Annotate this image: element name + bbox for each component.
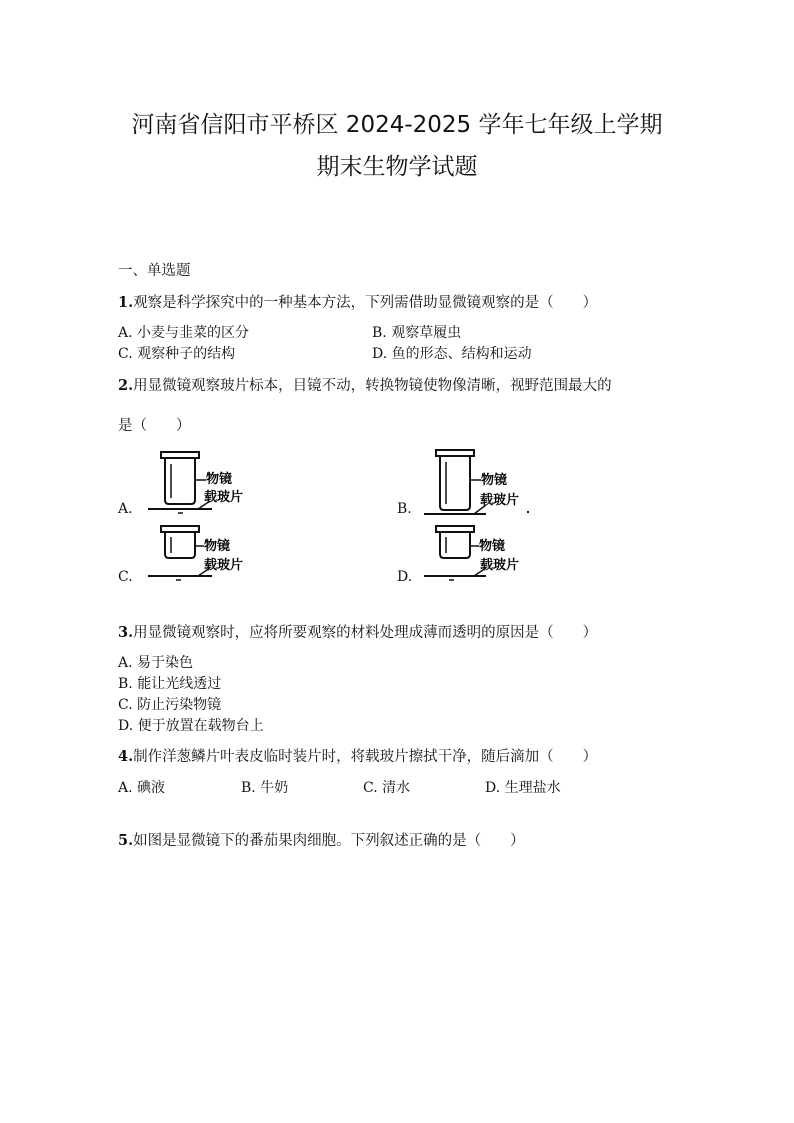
option-3a: A. 易于染色 (118, 655, 194, 671)
option-3d: D. 便于放置在载物台上 (118, 718, 264, 734)
option-4d: D. 生理盐水 (485, 780, 561, 796)
objective-diagram-c (140, 524, 260, 584)
option-2d: D. (397, 569, 413, 585)
question-text: 用显微镜观察玻片标本，目镜不动，转换物镜使物像清晰，视野范围最大的 (133, 378, 612, 394)
option-1a: A. 小麦与韭菜的区分 (118, 325, 250, 341)
question-text: 如图是显微镜下的番茄果肉细胞。下列叙述正确的是（ ） (133, 833, 525, 849)
option-3b: B. 能让光线透过 (118, 676, 222, 692)
question-2 (118, 374, 612, 395)
objective-diagram-d (418, 524, 538, 584)
slide-label: 载玻片 (204, 558, 244, 573)
option-2c: C. (118, 569, 133, 585)
question-text: 制作洋葱鳞片叶表皮临时装片时，将载玻片擦拭干净，随后滴加（ ） (133, 749, 598, 765)
objective-diagram-b (418, 448, 548, 520)
question-number: 1. (118, 294, 134, 311)
question-text: 观察是科学探究中的一种基本方法，下列需借助显微镜观察的是（ ） (133, 295, 598, 311)
option-4b: B. 牛奶 (241, 780, 289, 796)
option-3c: C. 防止污染物镜 (118, 697, 222, 713)
question-number: 5. (118, 832, 134, 849)
question-2-continued: 是（ ） (118, 418, 191, 434)
objective-label: 物镜 (481, 473, 508, 488)
objective-label: 物镜 (479, 539, 506, 554)
slide-label: 载玻片 (480, 493, 520, 508)
question-4 (118, 745, 597, 766)
question-1 (118, 291, 597, 312)
question-5 (118, 829, 525, 850)
option-4c: C. 清水 (363, 780, 411, 796)
question-number: 4. (118, 748, 134, 765)
option-2b: B. (397, 501, 412, 517)
objective-label: 物镜 (206, 472, 233, 487)
question-3 (118, 621, 597, 642)
objective-label: 物镜 (204, 539, 231, 554)
section-heading: 一、单选题 (118, 263, 191, 279)
question-number: 3. (118, 624, 134, 641)
slide-label: 载玻片 (480, 558, 520, 573)
objective-diagram-a (140, 450, 260, 520)
option-1d: D. 鱼的形态、结构和运动 (372, 346, 532, 362)
page-title-line1: 河南省信阳市平桥区 2024-2025 学年七年级上学期 (131, 112, 663, 138)
question-text: 用显微镜观察时，应将所要观察的材料处理成薄而透明的原因是（ ） (133, 625, 598, 641)
option-1b: B. 观察草履虫 (372, 325, 462, 341)
page-title-line2: 期末生物学试题 (316, 154, 478, 180)
option-4a: A. 碘液 (118, 780, 166, 796)
question-number: 2. (118, 377, 134, 394)
option-1c: C. 观察种子的结构 (118, 346, 236, 362)
option-2a: A. (118, 501, 133, 517)
slide-label: 载玻片 (204, 490, 244, 505)
